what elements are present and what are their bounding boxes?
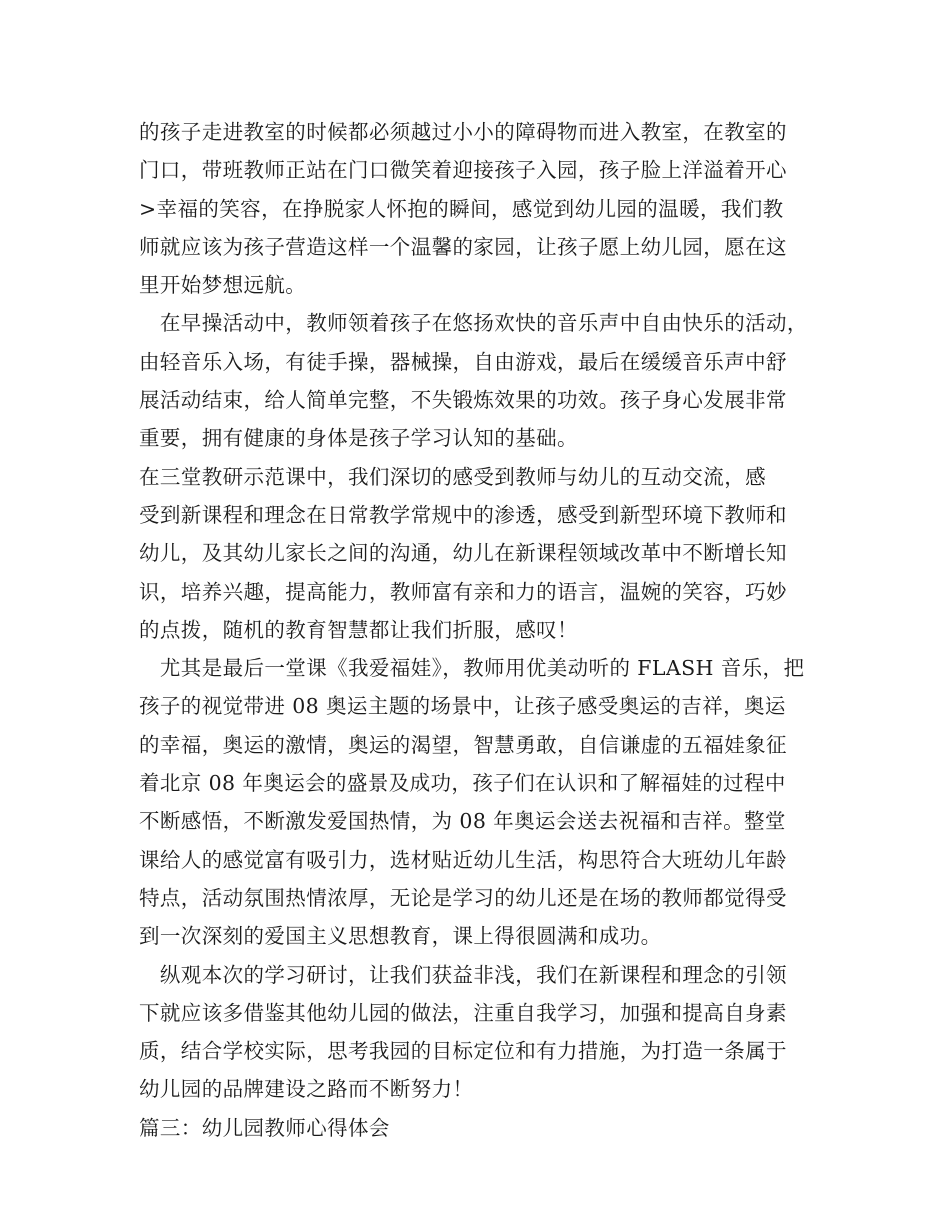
- text-line: 幼儿园的品牌建设之路而不断努力！: [139, 1077, 474, 1102]
- text-line: 的孩子走进教室的时候都必须越过小小的障碍物而进入教室，在教室的: [139, 120, 787, 144]
- text-line: 展活动结束，给人简单完整，不失锻炼效果的功效。孩子身心发展非常: [139, 388, 787, 413]
- text-line: 质，结合学校实际，思考我园的目标定位和有力措施，为打造一条属于: [139, 1039, 787, 1064]
- paragraph-demo-lessons: [139, 458, 829, 649]
- paragraph-summary: [139, 956, 829, 1109]
- text-line: 纵观本次的学习研讨，让我们获益非浅，我们在新课程和理念的引领: [139, 962, 787, 987]
- text-line: 特点，活动氛围热情浓厚，无论是学习的幼儿还是在场的教师都觉得受: [139, 885, 787, 910]
- text-line: 受到新课程和理念在日常教学常规中的渗透，感受到新型环境下教师和: [139, 502, 787, 527]
- text-line: 的幸福，奥运的激情，奥运的渴望，智慧勇敢，自信谦虚的五福娃象征: [139, 732, 787, 757]
- section-heading-text: 篇三：幼儿园教师心得体会: [139, 1115, 390, 1140]
- text-line: >幸福的笑容，在挣脱家人怀抱的瞬间，感觉到幼儿园的温暖，我们教: [139, 196, 784, 221]
- section-heading: [139, 1109, 829, 1147]
- text-line: 重要，拥有健康的身体是孩子学习认知的基础。: [139, 426, 578, 451]
- text-line: 课给人的感觉富有吸引力，选材贴近幼儿生活，构思符合大班幼儿年龄: [139, 847, 787, 872]
- text-line: 师就应该为孩子营造这样一个温馨的家园，让孩子愿上幼儿园，愿在这: [139, 234, 787, 259]
- text-line: 尤其是最后一堂课《我爱福娃》，教师用优美动听的 FLASH 音乐，把: [139, 656, 805, 681]
- paragraph-intro-continued: [139, 113, 829, 304]
- text-line: 在早操活动中，教师领着孩子在悠扬欢快的音乐声中自由快乐的活动，: [139, 311, 808, 336]
- text-line: 幼儿，及其幼儿家长之间的沟通，幼儿在新课程领域改革中不断增长知: [139, 541, 787, 566]
- text-line: 下就应该多借鉴其他幼儿园的做法，注重自我学习，加强和提高自身素: [139, 1000, 787, 1025]
- text-line: 孩子的视觉带进 08 奥运主题的场景中，让孩子感受奥运的吉祥，奥运: [139, 694, 786, 719]
- text-line: 着北京 08 年奥运会的盛景及成功，孩子们在认识和了解福娃的过程中: [139, 771, 786, 796]
- text-line: 识，培养兴趣，提高能力，教师富有亲和力的语言，温婉的笑容，巧妙: [139, 579, 787, 604]
- text-line: 里开始梦想远航。: [139, 273, 307, 298]
- text-line: 门口，带班教师正站在门口微笑着迎接孩子入园，孩子脸上洋溢着开心: [139, 158, 787, 183]
- paragraph-morning-exercise: [139, 304, 829, 457]
- text-line: 到一次深刻的爱国主义思想教育，课上得很圆满和成功。: [139, 924, 662, 949]
- text-line: 在三堂教研示范课中，我们深切的感受到教师与幼儿的互动交流，感: [139, 464, 766, 489]
- document-body: [139, 113, 829, 1147]
- text-line: 不断感悟，不断激发爱国热情，为 08 年奥运会送去祝福和吉祥。整堂: [139, 809, 786, 834]
- text-line: 的点拨，随机的教育智慧都让我们折服，感叹！: [139, 617, 578, 642]
- text-line: 由轻音乐入场，有徒手操，器械操，自由游戏，最后在缓缓音乐声中舒: [139, 349, 787, 374]
- paragraph-last-lesson: [139, 649, 829, 955]
